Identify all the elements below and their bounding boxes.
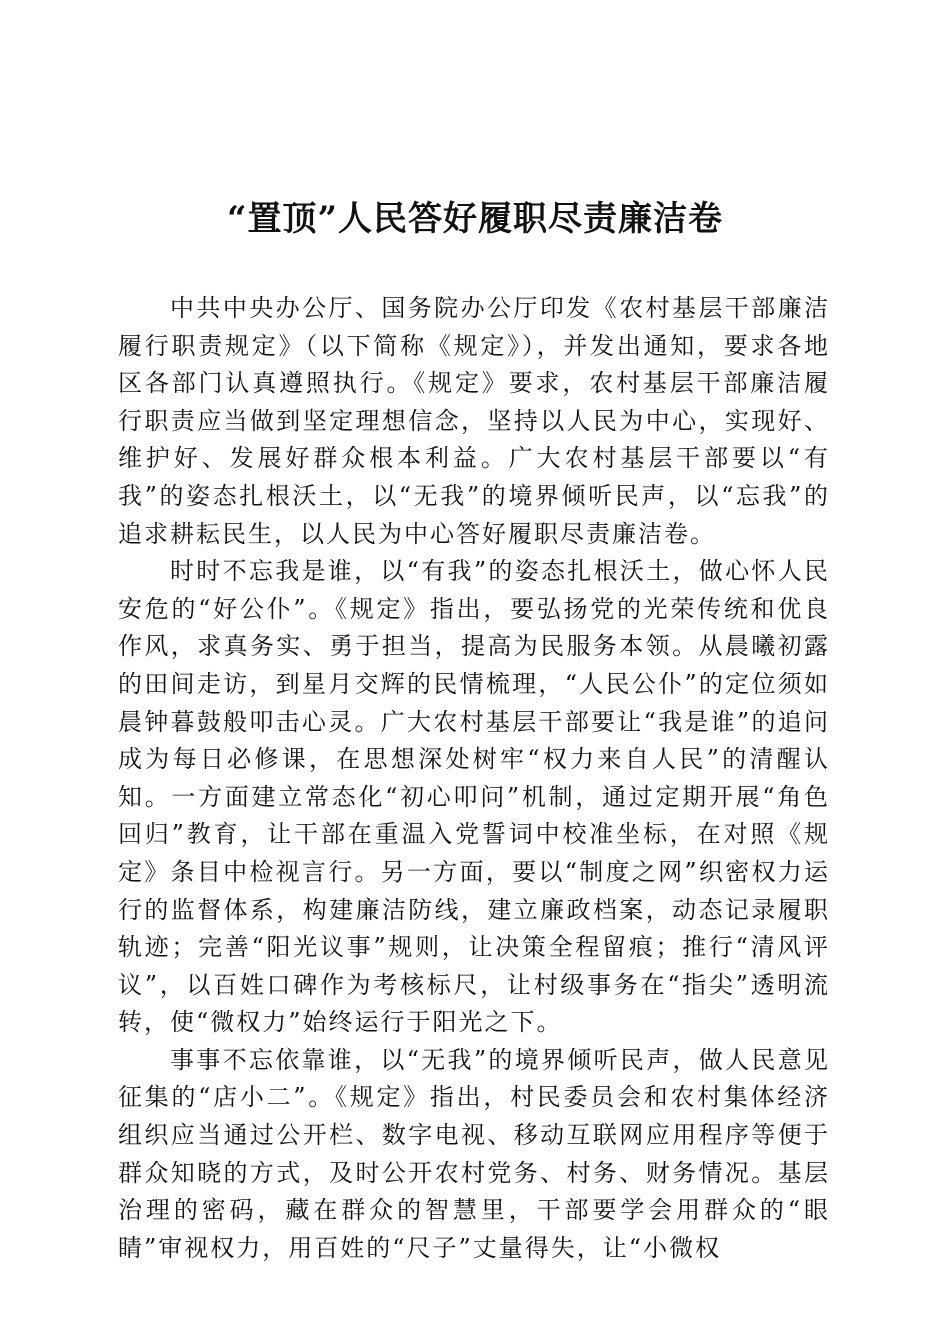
paragraph-2: 时时不忘我是谁，以“有我”的姿态扎根沃土，做心怀人民安危的“好公仆”。《规定》指出，要弘扬党的光荣传统和优良作风，求真务实、勇于担当，提高为民服务本领。从晨曦初露的田间走访，到星月交辉的民情梳理，“人民公仆”的定位须如晨钟暮鼓般叩击心灵。广大农村基层干部要让“我是谁”的追问成为每日必修课，在思想深处树牢“权力来自人民”的清醒认知。一方面建立常态化“初心叩问”机制，通过定期开展“角色回归”教育，让干部在重温入党誓词中校准坐标，在对照《规定》条目中检视言行。另一方面，要以“制度之网”织密权力运行的监督体系，构建廉洁防线，建立廉政档案，动态记录履职轨迹；完善“阳光议事”规则，让决策全程留痕；推行“清风评议”，以百姓口碑作为考核标尺，让村级事务在“指尖”透明流转，使“微权力”始终运行于阳光之下。	[118, 557, 830, 1037]
paragraph-3: 事事不忘依靠谁，以“无我”的境界倾听民声，做人民意见征集的“店小二”。《规定》指出，村民委员会和农村集体经济组织应当通过公开栏、数字电视、移动互联网应用程序等便于群众知晓的方式，及时公开农村党务、村务、财务情况。基层治理的密码，藏在群众的智慧里，干部要学会用群众的“眼睛”审视权力，用百姓的“尺子”丈量得失，让“小微权	[118, 1045, 830, 1262]
paragraph-1: 中共中央办公厅、国务院办公厅印发《农村基层干部廉洁履行职责规定》（以下简称《规定》），并发出通知，要求各地区各部门认真遵照执行。《规定》要求，农村基层干部廉洁履行职责应当做到坚定理想信念，坚持以人民为中心，实现好、维护好、发展好群众根本利益。广大农村基层干部要以“有我”的姿态扎根沃土，以“无我”的境界倾听民声，以“忘我”的追求耕耘民生，以人民为中心答好履职尽责廉洁卷。	[118, 294, 830, 548]
document-title: “置顶”人民答好履职尽责廉洁卷	[226, 199, 724, 239]
document-body	[118, 290, 830, 1267]
